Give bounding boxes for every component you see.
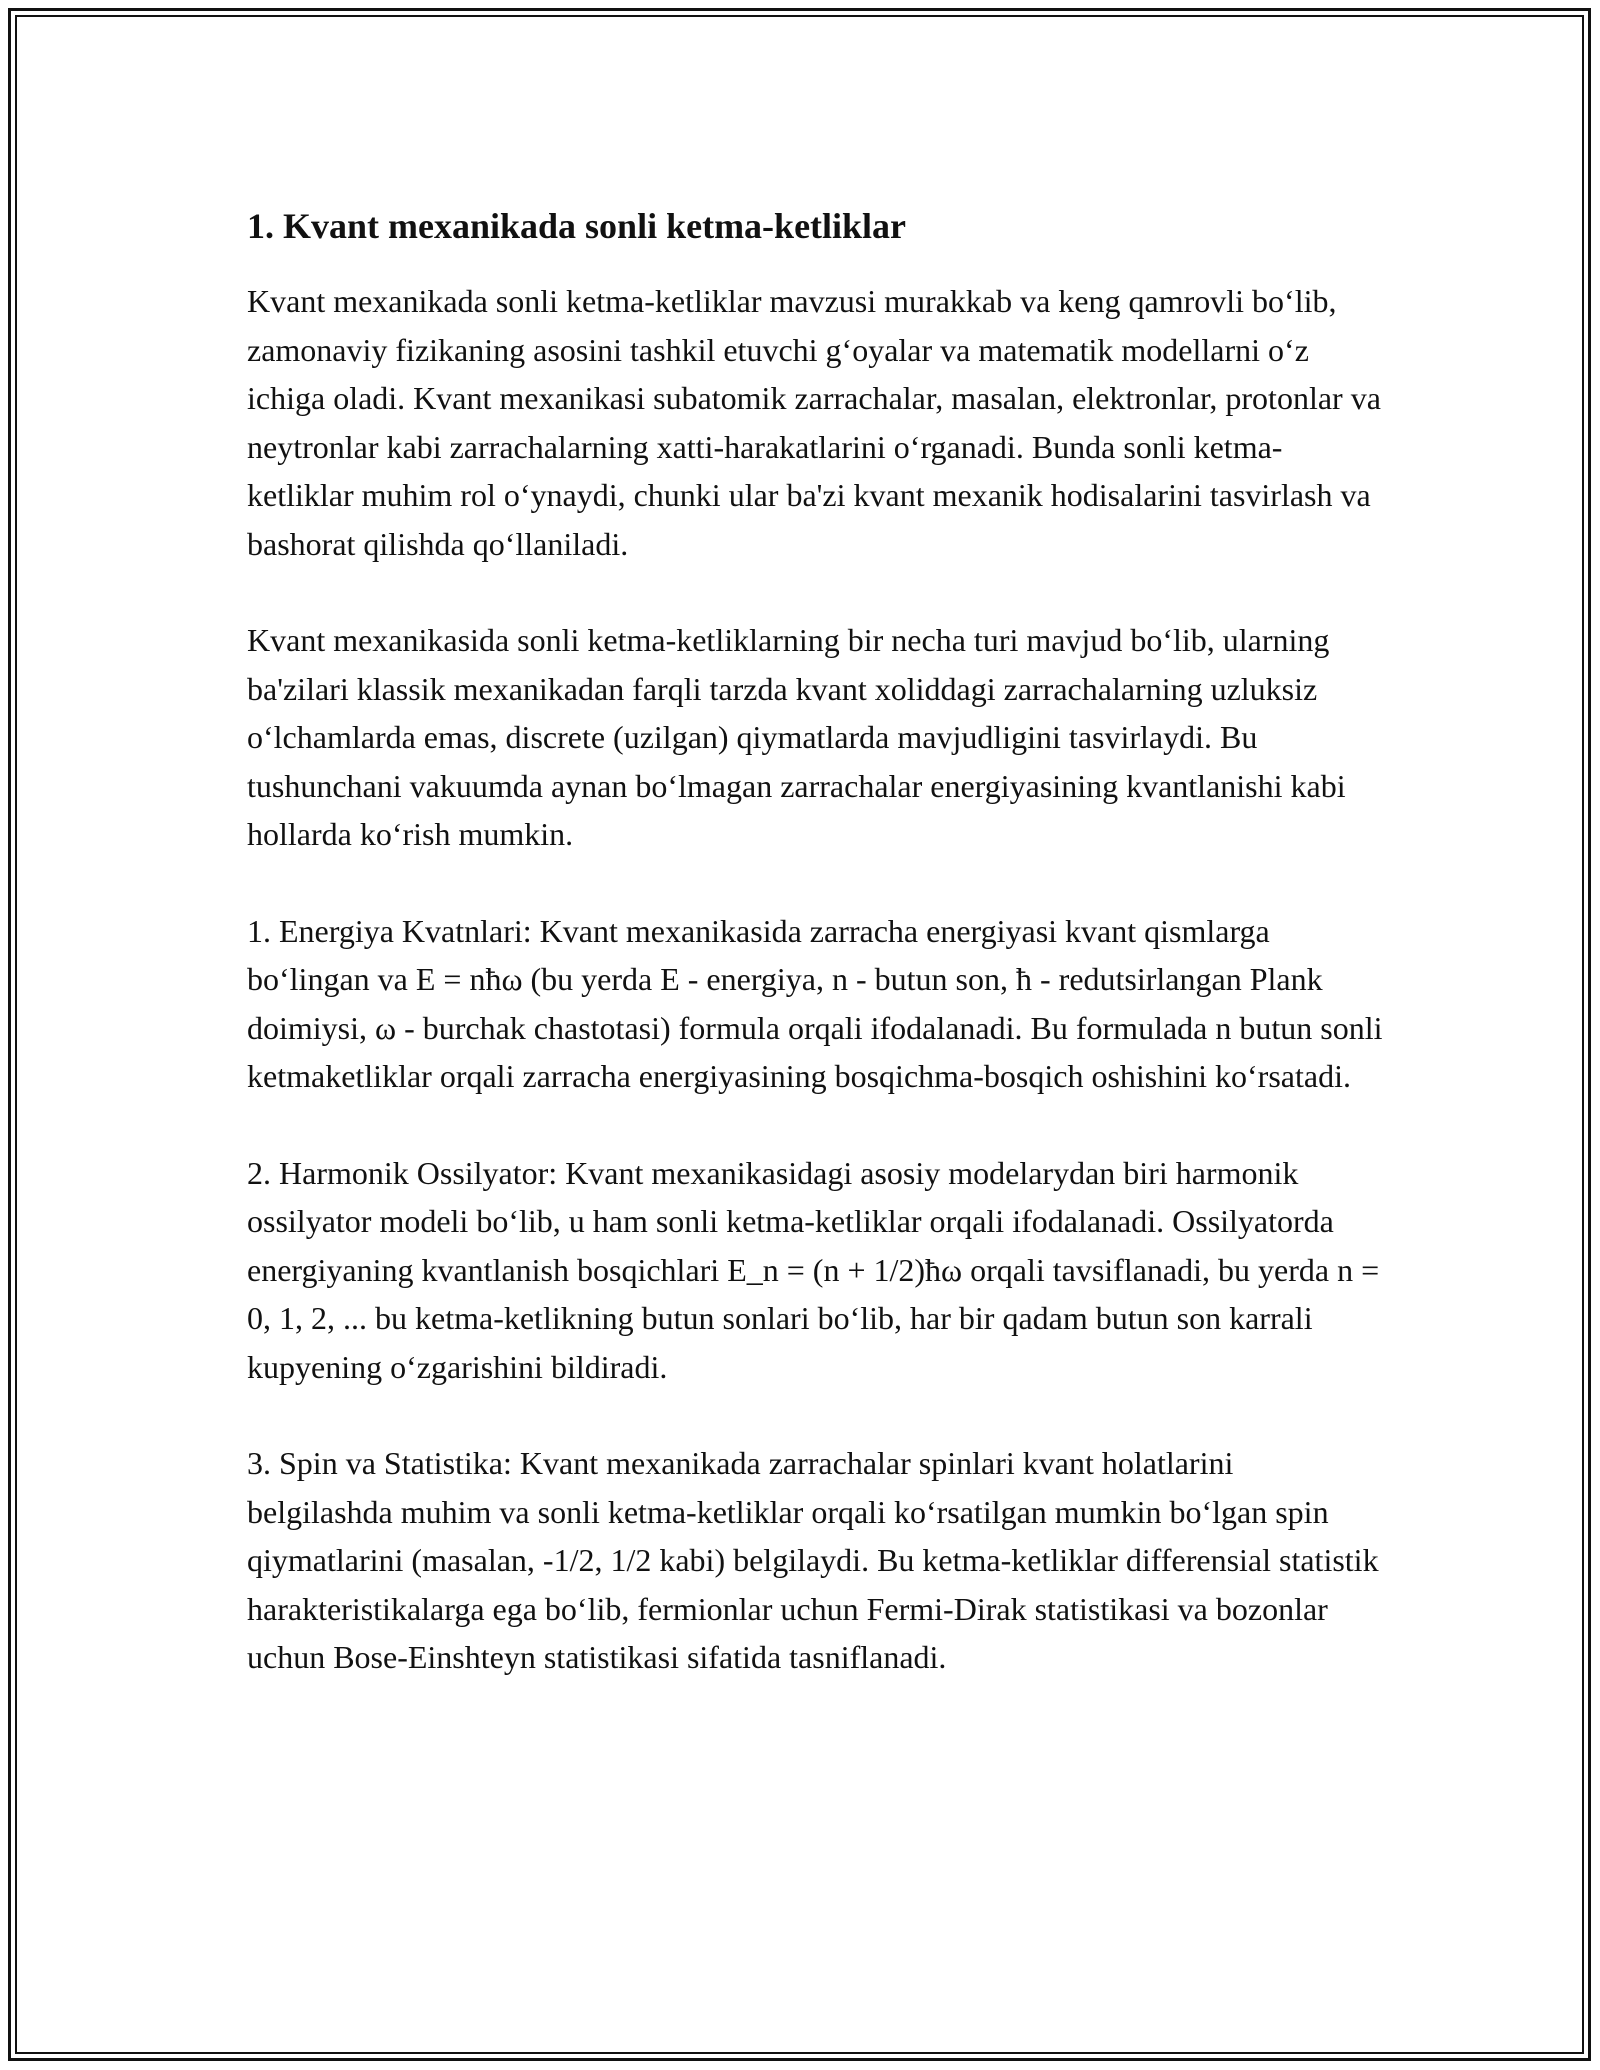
energy-quanta-paragraph: 1. Energiya Kvatnlari: Kvant mexanikasida zarracha energiyasi kvant qismlarga bo‘lingan va E = nħω (bu yerda E - energiya, n - butun son, ħ - redutsirlangan Plank doimiysi, ω - burchak chastotasi) formula orqali ifodalanadi. Bu formulada n butun sonli ketmaketliklar orqali zarracha energiyasining bosqichma-bosqich oshishini ko‘rsatadi.	[247, 912, 1383, 1094]
spin-statistics-paragraph: 3. Spin va Statistika: Kvant mexanikada zarrachalar spinlari kvant holatlarini belgilashda muhim va sonli ketma-ketliklar orqali ko‘rsatilgan mumkin bo‘lgan spin qiymatlarini (masalan, -1/2, 1/2 kabi) belgilaydi. Bu ketma-ketliklar differensial statistik harakteristikalarga ega bo‘lib, fermionlar uchun Fermi-Dirak statistikasi va bozonlar uchun Bose-Einshteyn statistikasi sifatida tasniflanadi.	[247, 1445, 1379, 1675]
section-heading: 1. Kvant mexanikada sonli ketma-ketliklar	[247, 206, 907, 246]
intro-paragraph: Kvant mexanikada sonli ketma-ketliklar mavzusi murakkab va keng qamrovli bo‘lib, zamonaviy fizikaning asosini tashkil etuvchi g‘oyalar va matematik modellarni o‘z ichiga oladi. Kvant mexanikasi subatomik zarrachalar, masalan, elektronlar, protonlar va neytronlar kabi zarrachalarning xatti-harakatlarini o‘rganadi. Bunda sonli ketma-ketliklar muhim rol o‘ynaydi, chunki ular ba'zi kvant mexanik hodisalarini tasvirlash va bashorat qilishda qo‘llaniladi.	[247, 283, 1381, 562]
page-border	[8, 8, 1591, 2061]
types-paragraph: Kvant mexanikasida sonli ketma-ketliklarning bir necha turi mavjud bo‘lib, ularning ba'zilari klassik mexanikadan farqli tarzda kvant xoliddagi zarrachalarning uzluksiz o‘lchamlarda emas, discrete (uzilgan) qiymatlarda mavjudligini tasvirlaydi. Bu tushunchani vakuumda aynan bo‘lmagan zarrachalar energiyasining kvantlanishi kabi hollarda ko‘rish mumkin.	[247, 622, 1346, 852]
document-body	[247, 197, 1387, 1682]
harmonic-oscillator-paragraph: 2. Harmonik Ossilyator: Kvant mexanikasidagi asosiy modelarydan biri harmonik ossilyator modeli bo‘lib, u ham sonli ketma-ketliklar orqali ifodalanadi. Ossilyatorda energiyaning kvantlanish bosqichlari E_n = (n + 1/2)ħω orqali tavsiflanadi, bu yerda n = 0, 1, 2, ... bu ketma-ketlikning butun sonlari bo‘lib, har bir qadam butun son karrali kupyening o‘zgarishini bildiradi.	[247, 1154, 1380, 1385]
